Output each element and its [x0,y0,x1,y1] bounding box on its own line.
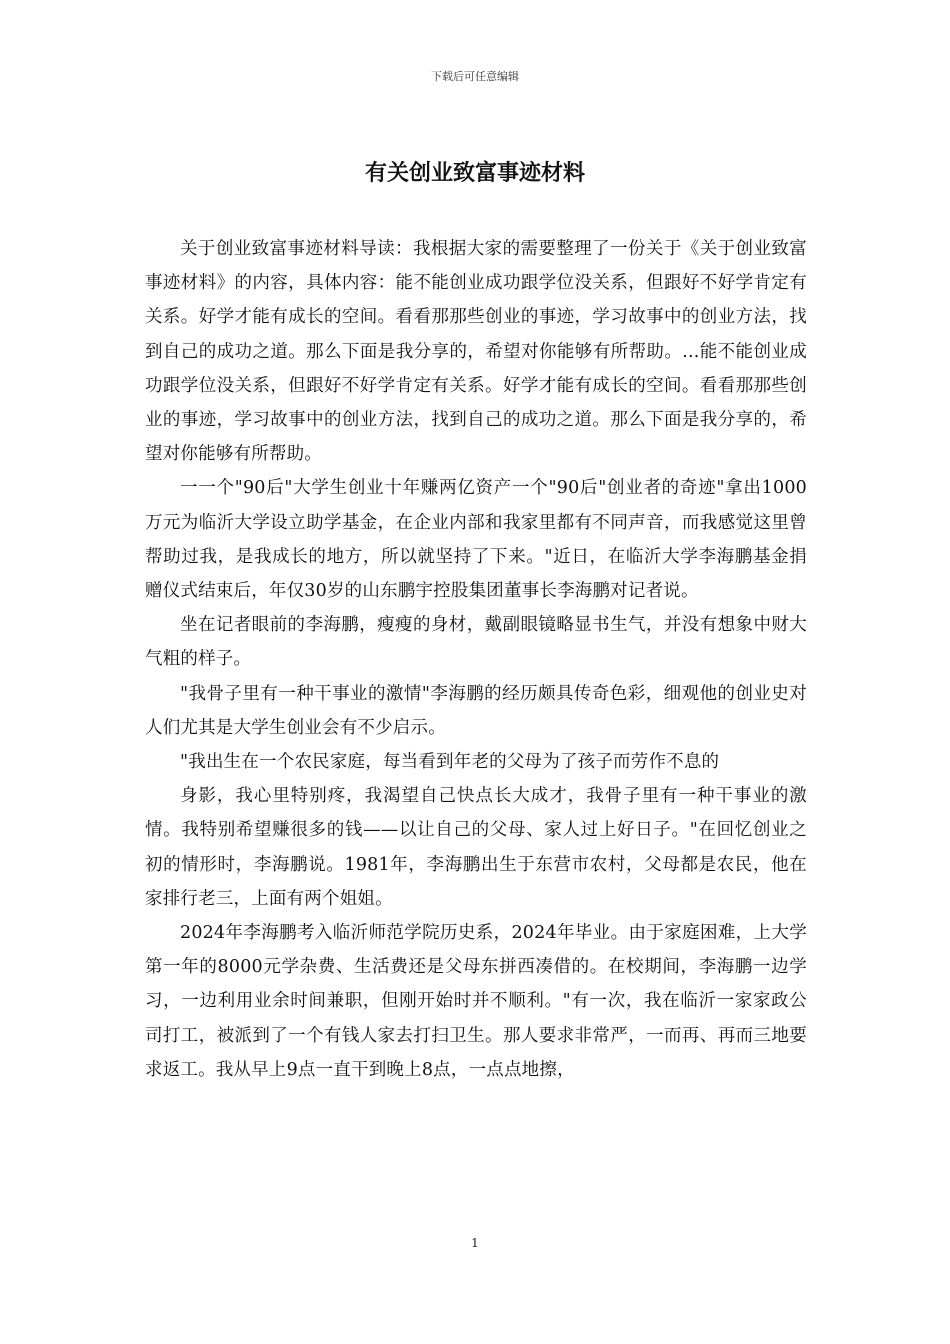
document-body [145,232,807,1087]
paragraph-intro: 关于创业致富事迹材料导读：我根据大家的需要整理了一份关于《关于创业致富事迹材料》的内容，具体内容：能不能创业成功跟学位没关系，但跟好不好学肯定有关系。好学才能有成长的空间。看看那那些创业的事迹，学习故事中的创业方法，找到自己的成功之道。那么下面是我分享的，希望对你能够有所帮助。...能不能创业成功跟学位没关系，但跟好不好学肯定有关系。好学才能有成长的空间。看看那那些创业的事迹，学习故事中的创业方法，找到自己的成功之道。那么下面是我分享的，希望对你能够有所帮助。 [145,239,807,465]
paragraph-appearance: 坐在记者眼前的李海鹏，瘦瘦的身材，戴副眼镜略显书生气，并没有想象中财大气粗的样子。 [145,615,807,670]
page-number: 1 [471,1236,479,1250]
paragraph-family-cont: 身影，我心里特别疼，我渴望自己快点长大成才，我骨子里有一种干事业的激情。我特别希望赚很多的钱——以让自己的父母、家人过上好日子。"在回忆创业之初的情形时，李海鹏说。1981年，李海鹏出生于东营市农村，父母都是农民，他在家排行老三，上面有两个姐姐。 [145,786,807,909]
document-title: 有关创业致富事迹材料 [364,160,585,186]
paragraph-donation: 一一个"90后"大学生创业十年赚两亿资产一个"90后"创业者的奇迹"拿出1000万元为临沂大学设立助学基金，在企业内部和我家里都有不同声音，而我感觉这里曾帮助过我，是我成长的地方，所以就坚持了下来。"近日，在临沂大学李海鹏基金捐赠仪式结束后，年仅30岁的山东鹏宇控股集团董事长李海鹏对记者说。 [145,478,807,602]
paragraph-passion: "我骨子里有一种干事业的激情"李海鹏的经历颇具传奇色彩，细观他的创业史对人们尤其是大学生创业会有不少启示。 [145,683,807,738]
header-note: 下载后可任意编辑 [431,70,519,83]
paragraph-college: 2024年李海鹏考入临沂师范学院历史系，2024年毕业。由于家庭困难，上大学第一年的8000元学杂费、生活费还是父母东拼西凑借的。在校期间，李海鹏一边学习，一边利用业余时间兼职，但刚开始时并不顺利。"有一次，我在临沂一家家政公司打工，被派到了一个有钱人家去打扫卫生。那人要求非常严，一而再、再而三地要求返工。我从早上9点一直干到晚上8点，一点点地擦， [145,923,807,1080]
paragraph-family-start: "我出生在一个农民家庭，每当看到年老的父母为了孩子而劳作不息的 [180,752,720,773]
